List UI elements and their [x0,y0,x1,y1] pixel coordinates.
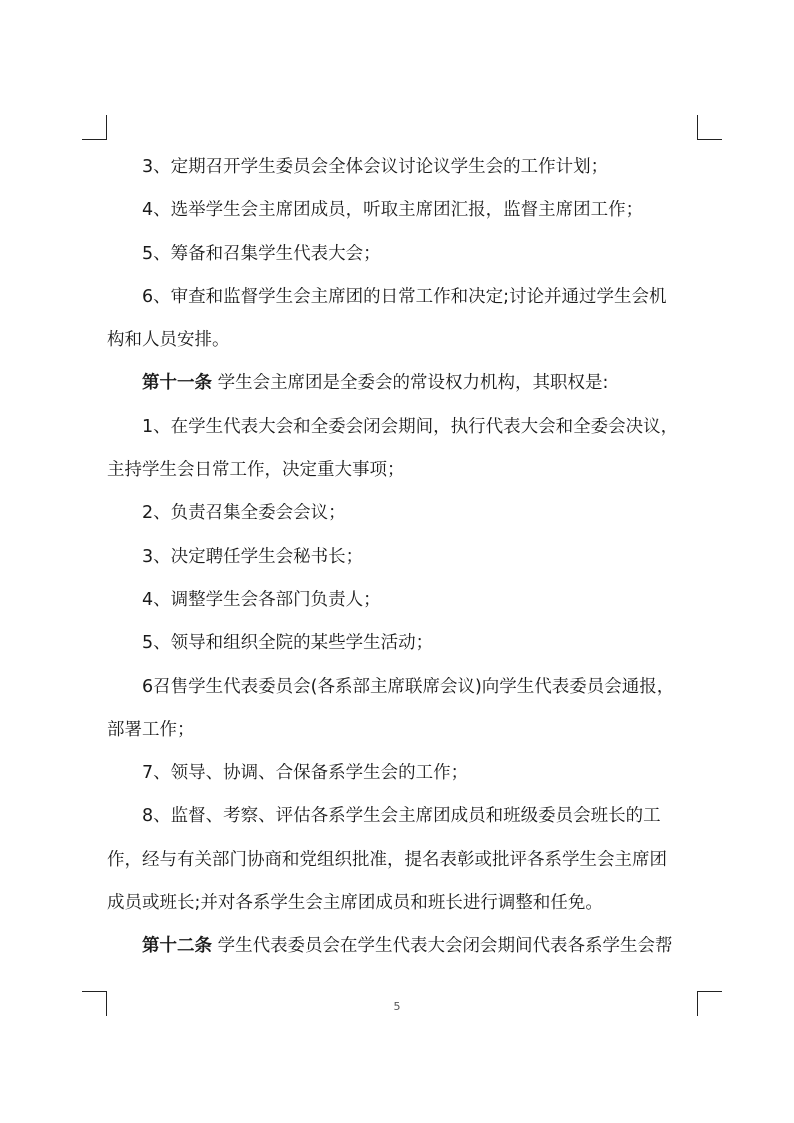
text-line: 8、监督、考察、评估各系学生会主席团成员和班级委员会班长的工 [142,806,661,827]
text-line: 4、选举学生会主席团成员，听取主席团汇报，监督主席团工作； [142,200,644,221]
document-body [107,146,697,969]
text-line: 部署工作； [107,719,195,740]
crop-mark-top-right [697,115,722,140]
text-line: 5、领导和组织全院的某些学生活动； [142,633,434,654]
text-line: 6、审查和监督学生会主席团的日常工作和决定;讨论并通过学生会机 [142,286,667,307]
text-line: 2、负责召集全委会会议； [142,503,346,524]
article-number: 第十二条 [142,936,212,957]
text-block [107,146,697,969]
text-line: 6召售学生代表委员会(各系部主席联席会议)向学生代表委员会通报， [142,676,675,697]
text-line: 1、在学生代表大会和全委会闭会期间，执行代表大会和全委会决议， [142,416,679,437]
text-line: 3、决定聘任学生会秘书长； [142,546,364,567]
text-line: 3、定期召开学生委员会全体会议讨论议学生会的工作计划； [142,157,609,177]
text-line: 作，经与有关部门协商和党组织批准，提名表彰或批评各系学生会主席团 [107,849,667,870]
page-number: 5 [393,1000,401,1013]
text-line: 构和人员安排。 [107,330,230,351]
text-line: 4、调整学生会各部门负责人； [142,589,381,610]
text-line: 成员或班长;并对各系学生会主席团成员和班长进行调整和任免。 [107,893,603,914]
crop-mark-top-left [82,115,107,140]
article-heading-line: 第十二条 学生代表委员会在学生代表大会闭会期间代表各系学生会帮 [142,936,673,957]
text-line: 5、筹备和召集学生代表大会； [142,243,381,264]
article-number: 第十一条 [142,373,212,394]
text-line: 7、领导、协调、合保备系学生会的工作； [142,763,469,784]
text-line: 主持学生会日常工作，决定重大事项； [107,460,405,481]
article-heading-line: 第十一条 学生会主席团是全委会的常设权力机构，其职权是: [142,373,609,394]
